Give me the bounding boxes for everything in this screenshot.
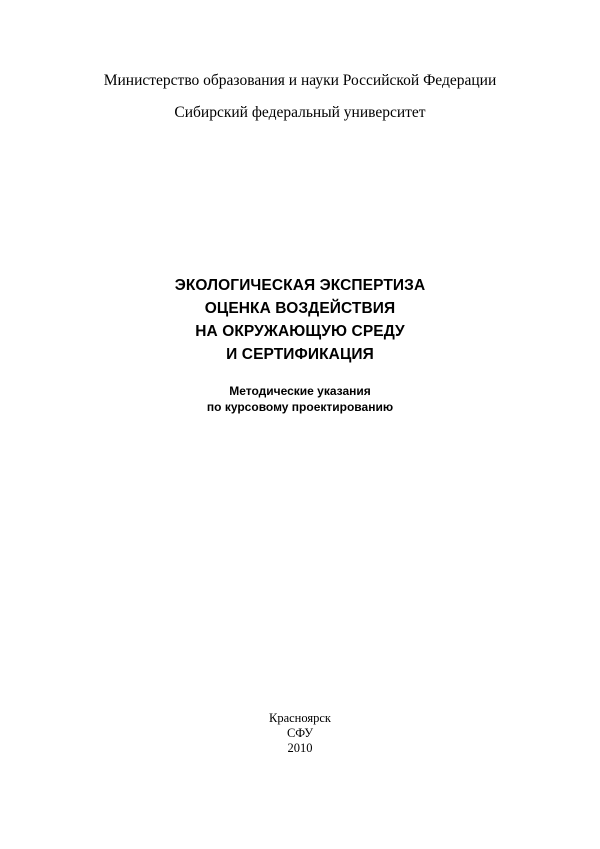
publication-city: Красноярск (268, 711, 331, 725)
subtitle-line-2: по курсовому проектированию (206, 400, 394, 414)
title-line-4: И СЕРТИФИКАЦИЯ (226, 346, 374, 363)
title-line-2: ОЦЕНКА ВОЗДЕЙСТВИЯ (204, 300, 396, 317)
university-name: Сибирский федеральный университет (174, 104, 426, 121)
publication-year: 2010 (287, 741, 313, 755)
title-line-3: НА ОКРУЖАЮЩУЮ СРЕДУ (195, 323, 405, 340)
publisher-name: СФУ (286, 726, 314, 740)
title-line-1: ЭКОЛОГИЧЕСКАЯ ЭКСПЕРТИЗА (174, 277, 426, 294)
ministry-name: Министерство образования и науки Российской Федерации (103, 72, 497, 89)
subtitle-line-1: Методические указания (229, 384, 371, 398)
